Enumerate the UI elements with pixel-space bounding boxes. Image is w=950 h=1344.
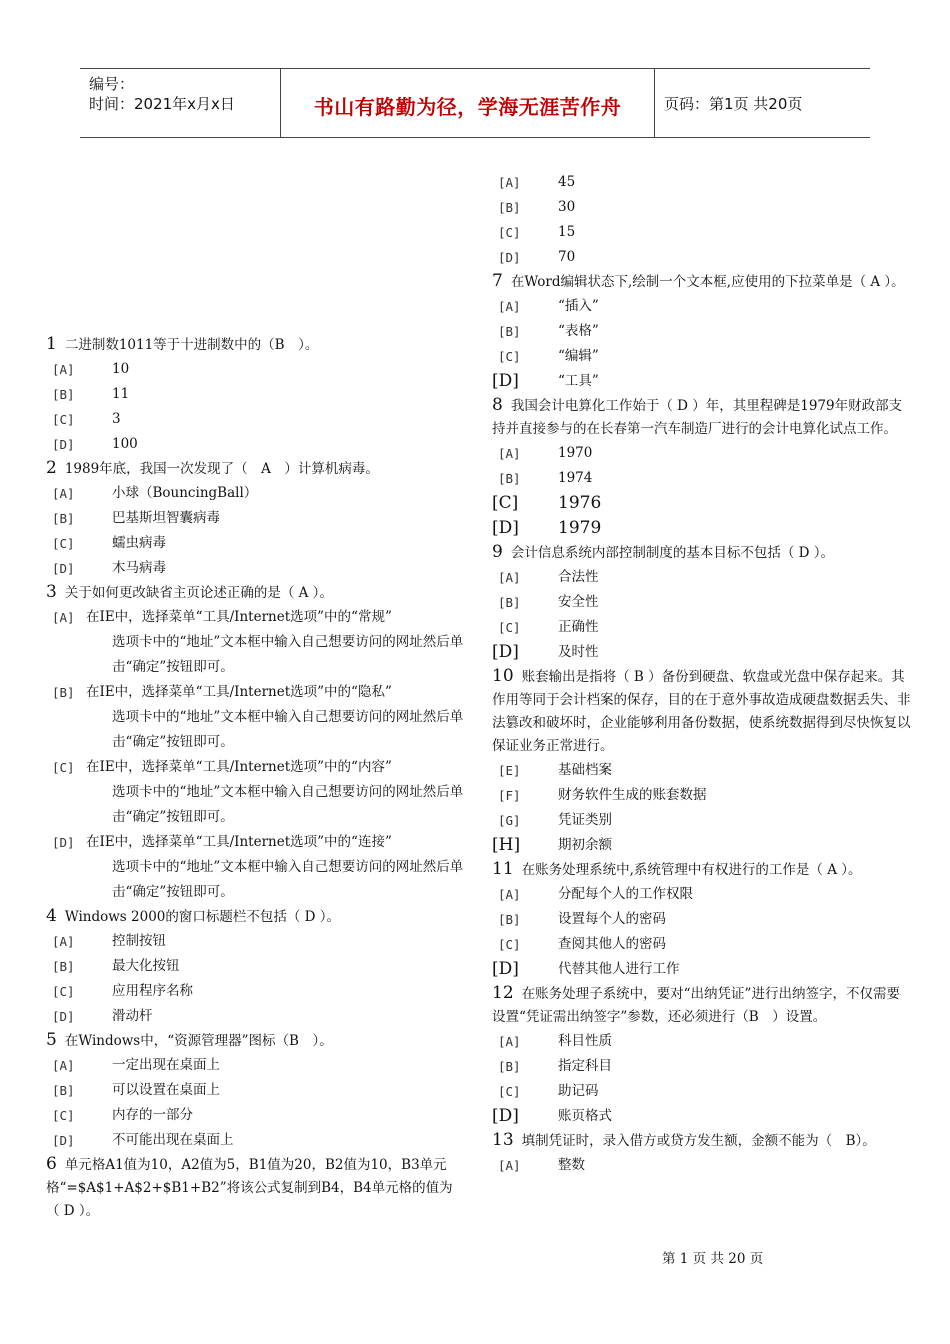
question-number: 8 [492,395,503,415]
question-number: 10 [492,666,514,686]
option-text: 1979 [558,518,602,538]
option-key: [A] [52,486,75,501]
question-stem [492,541,912,565]
question-block [46,1153,466,1223]
option-key: [D] [52,835,75,850]
option-text-lead: 在IE中，选择菜单“工具/Internet选项”中的“连接” [86,834,392,850]
option-text: 10 [112,361,130,377]
option-text: 15 [558,224,576,240]
option-key: [D] [52,1009,75,1024]
option-key: [D] [492,518,519,538]
question-block [492,170,912,270]
option-key: [B] [498,912,521,927]
option-text: 70 [558,249,576,265]
question-block [46,581,466,905]
doc-date: 时间：2021年x月x日 [89,95,235,113]
option-key: [A] [498,446,521,461]
question-number: 6 [46,1154,57,1174]
question-text: 二进制数1011等于十进制数中的（B ）。 [64,337,319,353]
option [46,407,466,432]
option-key: [B] [498,324,521,339]
question-block [492,665,912,858]
option [492,245,912,270]
option-text: 助记码 [558,1083,599,1099]
option-key: [G] [498,813,521,828]
option [492,1029,912,1054]
option-key: [C] [52,984,75,999]
question-stem [46,1029,466,1053]
option-key: [B] [52,685,75,700]
question-number: 11 [492,859,514,879]
option-key: [A] [498,175,521,190]
option-text: 正确性 [558,619,599,635]
option-text-lead: 在IE中，选择菜单“工具/Internet选项”中的“常规” [86,609,392,625]
option [46,755,466,830]
option-text: 合法性 [558,569,599,585]
option [46,1128,466,1153]
option-text: 3 [112,411,121,427]
option-text: 凭证类别 [558,812,612,828]
option-key: [E] [498,763,521,778]
question-block [492,858,912,982]
question-text: 在Word编辑状态下,绘制一个文本框,应使用的下拉菜单是（ A ）。 [510,274,905,290]
question-number: 7 [492,271,503,291]
right-column [492,170,912,1178]
option [492,195,912,220]
option [492,369,912,394]
option [492,220,912,245]
option [46,929,466,954]
option-text: 1976 [558,493,602,513]
option [492,932,912,957]
option [492,441,912,466]
option-key: [C] [498,1084,521,1099]
option [492,758,912,783]
option [492,344,912,369]
option [492,833,912,858]
option-text: “表格” [558,323,599,339]
option [492,1104,912,1129]
question-text: 1989年底，我国一次发现了（ A ）计算机病毒。 [64,461,379,477]
option-key: [C] [498,349,521,364]
question-stem [46,905,466,929]
question-number: 2 [46,458,57,478]
question-number: 4 [46,906,57,926]
option-key: [C] [52,536,75,551]
question-number: 3 [46,582,57,602]
option-key: [B] [498,1059,521,1074]
question-text: 会计信息系统内部控制制度的基本目标不包括（ D ）。 [510,545,834,561]
option-key: [D] [52,1133,75,1148]
option [492,1054,912,1079]
option-text: 一定出现在桌面上 [112,1057,220,1073]
option [492,1079,912,1104]
option [492,640,912,665]
option-text: 最大化按钮 [112,958,180,974]
question-text: 我国会计电算化工作始于（ D ）年，其里程碑是1979年财政部支持并直接参与的在长春第一汽车制造厂进行的会计电算化试点工作。 [492,398,903,437]
option-key: [C] [52,760,75,775]
option-text: 账页格式 [558,1108,612,1124]
option-key: [D] [52,561,75,576]
option-text: 指定科目 [558,1058,612,1074]
question-stem [46,581,466,605]
option-key: [A] [52,934,75,949]
option-key: [A] [52,362,75,377]
page-footer: 第 1 页 共 20 页 [662,1251,764,1267]
option-text: 巴基斯坦智囊病毒 [112,510,220,526]
option [46,1103,466,1128]
option [492,808,912,833]
option [492,466,912,491]
option-text-lead: 在IE中，选择菜单“工具/Internet选项”中的“隐私” [86,684,392,700]
question-text: 填制凭证时，录入借方或贷方发生额，金额不能为（ B）。 [521,1133,876,1149]
question-stem [492,270,912,294]
option-text: 内存的一部分 [112,1107,193,1123]
question-text: Windows 2000的窗口标题栏不包括（ D ）。 [64,909,341,925]
option [46,1078,466,1103]
question-number: 9 [492,542,503,562]
option-key: [B] [52,959,75,974]
option-text: 1974 [558,470,593,486]
option [46,680,466,755]
option [492,882,912,907]
option-text: 整数 [558,1157,585,1173]
option-text: 设置每个人的密码 [558,911,666,927]
option-text: “编辑” [558,348,599,364]
option-text: 安全性 [558,594,599,610]
option-text: 查阅其他人的密码 [558,936,666,952]
page-number: 页码：第1页 共20页 [664,95,803,113]
option-text: 期初余额 [558,837,612,853]
question-text: 在账务处理系统中,系统管理中有权进行的工作是（ A ）。 [521,862,862,878]
option-key: [C] [52,1108,75,1123]
option-key: [H] [492,835,521,855]
question-number: 1 [46,334,57,354]
option-text: 科目性质 [558,1033,612,1049]
option-key: [A] [498,887,521,902]
option-text-lead: 在IE中，选择菜单“工具/Internet选项”中的“内容” [86,759,392,775]
question-text: 账套输出是指将（ B ）备份到硬盘、软盘或光盘中保存起来。其作用等同于会计档案的保存，目的在于意外事故造成硬盘数据丢失、非法篡改和破坏时，企业能够利用备份数据，使系统数据得到尽快恢复以保证业务正常进行。 [492,669,911,754]
question-block [492,1129,912,1178]
option-key: [B] [52,511,75,526]
option [492,615,912,640]
option-text: 分配每个人的工作权限 [558,886,693,902]
option-key: [D] [492,959,519,979]
option-key: [A] [52,1058,75,1073]
option-text: 不可能出现在桌面上 [112,1132,234,1148]
option-key: [A] [498,570,521,585]
option-text: 11 [112,386,130,402]
option-key: [A] [498,1034,521,1049]
option-key: [D] [492,371,519,391]
option-key: [B] [52,387,75,402]
option-text: 财务软件生成的账套数据 [558,787,707,803]
option [46,605,466,680]
question-block [492,982,912,1129]
option-text: 选项卡中的“地址”文本框中输入自己想要访问的网址然后单击“确定”按钮即可。 [112,859,464,900]
option-key: [C] [498,225,521,240]
option-text: 控制按钮 [112,933,166,949]
option-text: 蠕虫病毒 [112,535,166,551]
option-key: [A] [52,610,75,625]
question-block [46,905,466,1029]
question-stem [46,333,466,357]
option-text: 木马病毒 [112,560,166,576]
option [492,907,912,932]
option-text: 选项卡中的“地址”文本框中输入自己想要访问的网址然后单击“确定”按钮即可。 [112,709,464,750]
option-text: 及时性 [558,644,599,660]
option-text: “工具” [558,373,599,389]
question-block [492,270,912,394]
option [46,382,466,407]
question-block [492,541,912,665]
option-key: [D] [492,1106,519,1126]
option-text: 代替其他人进行工作 [558,961,680,977]
question-stem [46,457,466,481]
option [492,294,912,319]
option-text: 选项卡中的“地址”文本框中输入自己想要访问的网址然后单击“确定”按钮即可。 [112,634,464,675]
page-header [80,68,870,138]
option-text: 30 [558,199,576,215]
option [46,481,466,506]
question-text: 在账务处理子系统中，要对“出纳凭证”进行出纳签字，不仅需要设置“凭证需出纳签字”参数，还必须进行（B ）设置。 [492,986,900,1025]
option [46,1004,466,1029]
header-page-cell [655,69,870,137]
option-key: [B] [52,1083,75,1098]
option-key: [C] [52,412,75,427]
option [492,170,912,195]
question-text: 单元格A1值为10，A2值为5，B1值为20，B2值为10，B3单元格“=$A$1+A$2+$B1+B2”将该公式复制到B4，B4单元格的值为（ D ）。 [46,1157,453,1219]
option-key: [D] [498,250,521,265]
header-motto-cell [281,69,655,137]
option-text: 1970 [558,445,593,461]
option-key: [B] [498,595,521,610]
option-key: [D] [492,642,519,662]
question-stem [46,1153,466,1223]
option-key: [A] [498,299,521,314]
option [46,954,466,979]
option-key: [C] [498,620,521,635]
option [492,957,912,982]
option-text: 应用程序名称 [112,983,193,999]
question-block [46,457,466,581]
option-text: 100 [112,436,138,452]
question-block [46,333,466,457]
option [492,319,912,344]
option [492,565,912,590]
option [492,783,912,808]
question-number: 12 [492,983,514,1003]
option-key: [B] [498,471,521,486]
option [492,1153,912,1178]
option-key: [D] [52,437,75,452]
option [46,432,466,457]
question-block [492,394,912,541]
option [46,357,466,382]
question-stem [492,858,912,882]
option [492,491,912,516]
question-text: 在Windows中，“资源管理器”图标（B ）。 [64,1033,333,1049]
option-key: [C] [492,493,519,513]
option-key: [A] [498,1158,521,1173]
question-stem [492,394,912,441]
question-number: 13 [492,1130,514,1150]
option-key: [B] [498,200,521,215]
option-key: [C] [498,937,521,952]
question-number: 5 [46,1030,57,1050]
question-block [46,1029,466,1153]
question-stem [492,665,912,758]
doc-number-label: 编号： [89,75,135,93]
option [46,531,466,556]
option-key: [F] [498,788,521,803]
option-text: 45 [558,174,576,190]
option-text: 可以设置在桌面上 [112,1082,220,1098]
option [492,590,912,615]
option [46,830,466,905]
option-text: 滑动杆 [112,1008,153,1024]
option [492,516,912,541]
option-text: 小球（BouncingBall） [112,485,258,501]
option-text: 基础档案 [558,762,612,778]
question-stem [492,1129,912,1153]
question-text: 关于如何更改缺省主页论述正确的是（ A ）。 [64,585,333,601]
option [46,1053,466,1078]
header-info-cell [80,69,281,137]
option-text: “插入” [558,298,599,314]
option [46,506,466,531]
option [46,556,466,581]
question-stem [492,982,912,1029]
left-column [46,333,466,1223]
motto: 书山有路勤为径，学海无涯苦作舟 [313,95,622,119]
option-text: 选项卡中的“地址”文本框中输入自己想要访问的网址然后单击“确定”按钮即可。 [112,784,464,825]
option [46,979,466,1004]
